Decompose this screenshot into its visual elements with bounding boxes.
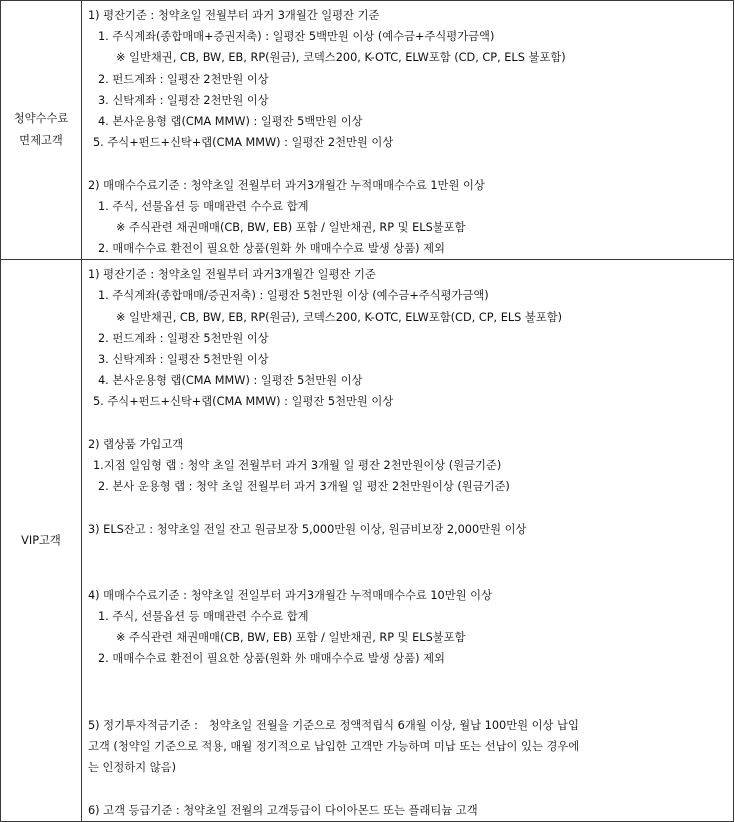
- list-item: 4. 본사운용형 랩(CMA MMW) : 일평잔 5백만원 이상: [98, 114, 363, 128]
- paragraph-text: 는 인정하지 않음): [88, 761, 176, 775]
- list-item: 3. 신탁계좌 : 일평잔 2천만원 이상: [98, 93, 269, 107]
- spacer: [88, 694, 733, 715]
- section-heading: 3) ELS잔고 : 청약초일 전일 잔고 원금보장 5,000만원 이상, 원금비보장 2,000만원 이상: [88, 522, 527, 536]
- spacer: [88, 670, 733, 694]
- list-item: 3. 신탁계좌 : 일평잔 5천만원 이상: [98, 353, 269, 366]
- list-item: 2. 매매수수료 환전이 필요한 상품(원화 外 매매수수료 발생 상품) 제외: [98, 242, 445, 256]
- spacer: [88, 564, 733, 585]
- section-heading: 1) 평잔기준 : 청약초일 전월부터 과거3개월간 일평잔 기준: [88, 268, 376, 282]
- list-item: 1. 주식계좌(종합매매+증권저축) : 일평잔 5백만원 이상 (예수금+주식평가금액): [98, 30, 495, 44]
- section-heading: 1) 평잔기준 : 청약초일 전월부터 과거 3개월간 일평잔 기준: [88, 9, 380, 22]
- row-label: 청약수수료: [13, 112, 69, 126]
- list-item: 4. 본사운용형 랩(CMA MMW) : 일평잔 5천만원 이상: [98, 374, 363, 388]
- spacer: [88, 778, 733, 799]
- list-item: 1. 주식, 선물옵션 등 매매관련 수수료 합계: [98, 199, 309, 213]
- spacer: [88, 540, 733, 564]
- table-row: [1, 260, 734, 822]
- list-item: 5. 주식+펀드+신탁+랩(CMA MMW) : 일평잔 5천만원 이상: [93, 395, 394, 409]
- section-heading: 2) 매매수수료기준 : 청약초일 전월부터 과거3개월간 누적매매수수료 1만원 이상: [88, 178, 485, 192]
- list-item: 2. 펀드계좌 : 일평잔 2천만원 이상: [98, 72, 269, 86]
- list-item: 1.지점 일임형 랩 : 청약 초일 전월부터 과거 3개월 일 평잔 2천만원이상 (원금기준): [93, 458, 502, 472]
- row-label: 면제고객: [19, 134, 63, 148]
- row-content-cell: [82, 1, 734, 260]
- section-heading: 5) 정기투자적금기준 : 청약초일 전월을 기준으로 정액적립식 6개월 이상, 월납 100만원 이상 납입: [88, 718, 579, 732]
- row-label: VIP고객: [21, 533, 61, 547]
- note-text: ※ 주식관련 채권매매(CB, BW, EB) 포함 / 일반채권, RP 및 ELS불포함: [116, 631, 466, 645]
- list-item: 1. 주식, 선물옵션 등 매매관련 수수료 합계: [98, 610, 309, 624]
- row-content-cell: [82, 260, 734, 822]
- note-text: ※ 주식관련 채권매매(CB, BW, EB) 포함 / 일반채권, RP 및 ELS불포함: [116, 220, 466, 234]
- section-heading: 4) 매매수수료기준 : 청약초일 전일부터 과거3개월간 누적매매수수료 10만원 이상: [88, 588, 492, 602]
- section-heading: 6) 고객 등급기준 : 청약초일 전월의 고객등급이 다이아몬드 또는 플래티늄 고객: [88, 803, 478, 817]
- row-label-cell: [1, 260, 82, 822]
- list-item: 5. 주식+펀드+신탁+랩(CMA MMW) : 일평잔 2천만원 이상: [93, 136, 394, 150]
- spacer: [88, 413, 733, 434]
- note-text: ※ 일반채권, CB, BW, EB, RP(원금), 코덱스200, K-OTC, ELW포함(CD, CP, ELS 불포함): [116, 310, 563, 324]
- spacer: [88, 497, 733, 518]
- list-item: 1. 주식계좌(종합매매/증권저축) : 일평잔 5천만원 이상 (예수금+주식평가금액): [98, 289, 489, 303]
- section-heading: 2) 랩상품 가입고객: [88, 437, 184, 451]
- list-item: 2. 펀드계좌 : 일평잔 5천만원 이상: [98, 331, 269, 345]
- list-item: 2. 본사 운용형 랩 : 청약 초일 전월부터 과거 3개월 일 평잔 2천만원이상 (원금기준): [98, 480, 510, 494]
- list-item: 2. 매매수수료 환전이 필요한 상품(원화 外 매매수수료 발생 상품) 제외: [98, 652, 445, 666]
- note-text: ※ 일반채권, CB, BW, EB, RP(원금), 코덱스200, K-OTC, ELW포함 (CD, CP, ELS 불포함): [116, 51, 566, 65]
- paragraph-text: 고객 (청약일 기준으로 적용, 매월 정기적으로 납입한 고객만 가능하며 미납 또는 선납이 있는 경우에: [88, 740, 580, 753]
- spacer: [88, 153, 733, 174]
- row-label-cell: [1, 1, 82, 260]
- table-row: [1, 1, 734, 260]
